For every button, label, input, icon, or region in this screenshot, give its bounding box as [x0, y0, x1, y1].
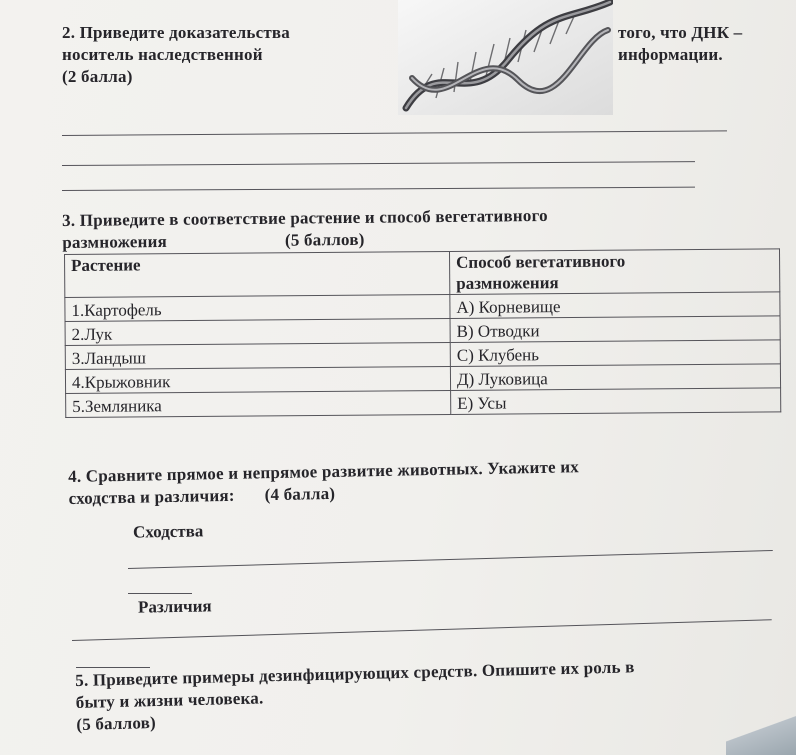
answer-line-similarities[interactable] [128, 550, 773, 569]
plant-cell: 1.Картофель [65, 294, 450, 321]
answer-line-2c[interactable] [62, 187, 695, 191]
dna-helix-illustration [398, 0, 613, 115]
question-2-continuation [618, 22, 742, 66]
question-3-word: размножения [62, 231, 168, 252]
matching-table [64, 248, 781, 418]
question-5 [75, 656, 636, 736]
background-corner [726, 715, 796, 755]
question-2 [62, 22, 290, 88]
question-2-line-2: носитель наследственной [62, 45, 263, 64]
answer-line-2b[interactable] [62, 161, 695, 166]
question-4-points: (4 балла) [264, 483, 336, 505]
header-method-line-2: размножения [456, 273, 559, 293]
question-4 [68, 456, 580, 510]
header-method-line-1: Способ вегетативного [456, 251, 626, 272]
answer-line-similarities-short[interactable] [128, 593, 192, 594]
header-plant: Растение [65, 251, 450, 297]
table-header-row [65, 249, 780, 298]
plant-cell: 4.Крыжовник [65, 366, 450, 393]
question-2-points: (2 балла) [62, 67, 133, 86]
question-5-line-1: 5. Приведите примеры дезинфицирующих средств. Опишите их роль в [75, 657, 635, 690]
method-cell: В) Отводки [450, 316, 780, 343]
method-cell: Д) Луковица [450, 364, 780, 391]
question-3-line-1: 3. Приведите в соответствие растение и способ вегетативного [62, 205, 548, 230]
method-cell: С) Клубень [450, 340, 780, 367]
plant-cell: 5.Земляника [66, 390, 451, 417]
answer-line-differences[interactable] [72, 619, 772, 641]
similarities-label: Сходства [132, 521, 204, 542]
question-3-points: (5 баллов) [284, 229, 365, 250]
method-cell: Е) Усы [451, 388, 781, 415]
question-5-line-2: быту и жизни человека. [75, 688, 264, 712]
plant-cell: 2.Лук [65, 318, 450, 345]
method-cell: А) Корневище [450, 292, 780, 319]
question-4-line-1: 4. Сравните прямое и непрямое развитие животных. Укажите их [68, 457, 580, 486]
question-3 [62, 205, 548, 254]
header-method [449, 249, 779, 295]
question-4-text: сходства и различия: [68, 485, 235, 508]
question-2-right-line-2: информации. [618, 45, 723, 64]
table-row [66, 388, 781, 418]
question-2-right-line-1: того, что ДНК – [618, 23, 743, 42]
differences-label: Различия [137, 596, 212, 617]
question-5-points: (5 баллов) [76, 713, 157, 734]
plant-cell: 3.Ландыш [65, 342, 450, 369]
answer-line-2a[interactable] [62, 130, 727, 136]
question-2-line-1: 2. Приведите доказательства [62, 23, 290, 42]
